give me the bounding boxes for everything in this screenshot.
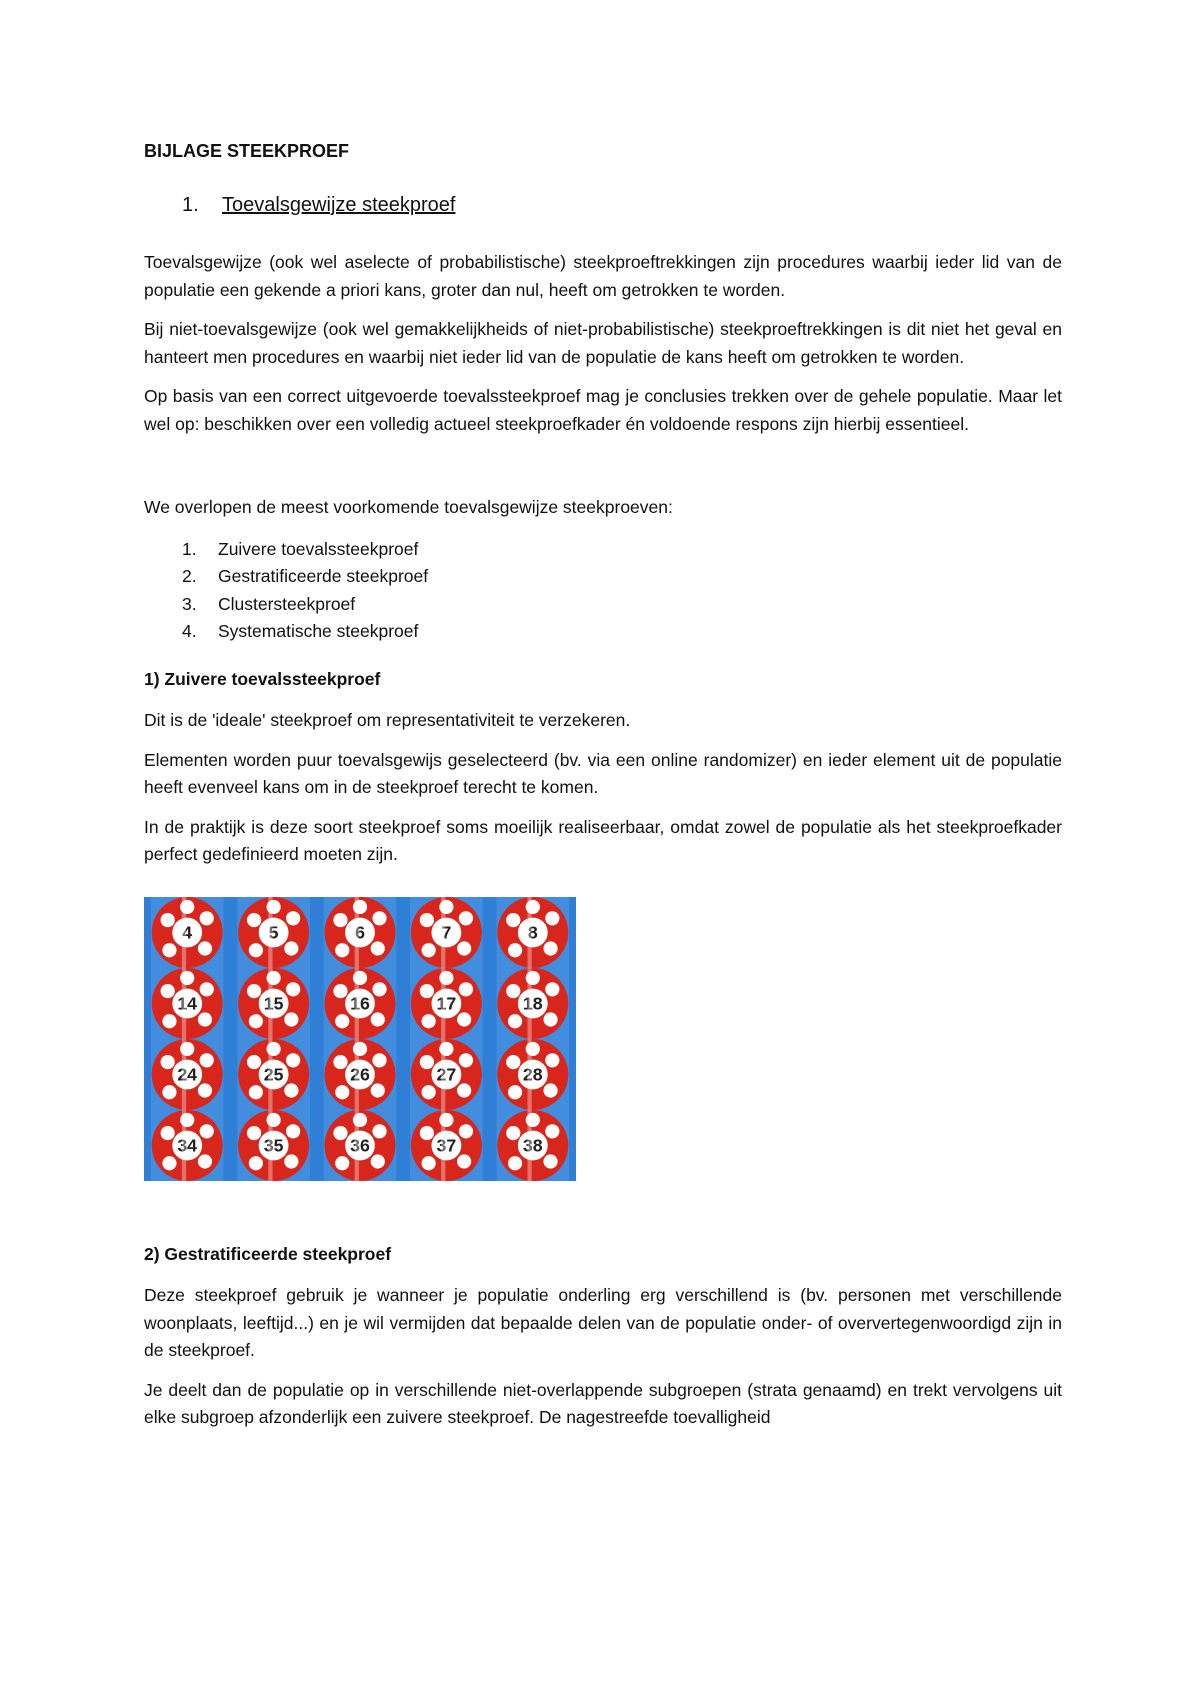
glass-highlight — [527, 1039, 531, 1110]
ball-spot — [286, 1053, 300, 1067]
ball-number: 16 — [350, 993, 370, 1014]
subsection-heading: 2) Gestratificeerde steekproef — [144, 1243, 392, 1264]
glass-highlight — [355, 968, 359, 1039]
lottery-ball — [152, 1039, 223, 1110]
ball-spot — [508, 1085, 522, 1099]
glass-highlight — [355, 1039, 359, 1110]
glass-highlight — [268, 897, 272, 968]
ball-spot — [372, 1124, 386, 1138]
ball-spot — [543, 1012, 557, 1026]
paragraph: Je deelt dan de populatie op in verschillende niet-overlappende subgroepen (strata genaamd) en trekt vervolgens uit elke subgroep afzonderlijk een zuivere steekproef. De nagestreefde toevalligheid — [144, 1379, 1062, 1427]
ball-number: 6 — [355, 922, 365, 943]
glass-highlight — [527, 1110, 531, 1181]
ball-spot — [508, 943, 522, 957]
ball-spot — [508, 1156, 522, 1170]
ball-spot — [545, 1124, 559, 1138]
ball-number: 27 — [436, 1064, 457, 1085]
ball-spot — [333, 912, 347, 926]
lottery-ball — [411, 897, 482, 968]
ball-spot — [162, 1014, 176, 1028]
ball-spot — [249, 1014, 263, 1028]
ball-spot — [284, 1012, 298, 1026]
ball-spot — [371, 1012, 385, 1026]
ball-spot — [249, 1085, 263, 1099]
ball-number: 18 — [522, 993, 543, 1014]
lottery-balls-image — [144, 897, 576, 1181]
ball-spot — [420, 1125, 434, 1139]
ball-number: 17 — [436, 993, 457, 1014]
lottery-ball — [325, 1039, 396, 1110]
ball-spot — [200, 1124, 214, 1138]
ball-spot — [372, 1053, 386, 1067]
ball-spot — [372, 982, 386, 996]
ball-spot — [506, 1125, 520, 1139]
ball-spot — [335, 1085, 349, 1099]
ball-spot — [200, 982, 214, 996]
list-number: 2. — [182, 566, 197, 586]
list-label: Clustersteekproef — [218, 593, 356, 614]
ball-spot — [247, 1054, 261, 1068]
ball-spot — [161, 912, 175, 926]
ball-spot — [162, 943, 176, 957]
document-page — [144, 138, 1062, 1444]
ball-spot — [198, 1083, 212, 1097]
ball-number: 28 — [522, 1064, 543, 1085]
list-item — [144, 618, 1062, 646]
ball-spot — [333, 983, 347, 997]
glass-highlight — [355, 897, 359, 968]
ball-number: 25 — [263, 1064, 284, 1085]
ball-spot — [200, 911, 214, 925]
list-number: 4. — [182, 621, 197, 641]
glass-highlight — [268, 968, 272, 1039]
lottery-ball — [411, 968, 482, 1039]
ball-spot — [545, 911, 559, 925]
glass-highlight — [355, 1110, 359, 1181]
ball-spot — [333, 1054, 347, 1068]
lottery-ball — [411, 1110, 482, 1181]
section-number: 1. — [182, 193, 199, 216]
ball-number: 24 — [177, 1064, 198, 1085]
glass-highlight — [182, 897, 186, 968]
document-title: BIJLAGE STEEKPROEF — [144, 141, 350, 161]
list-item — [144, 536, 1062, 564]
section-title: Toevalsgewijze steekproef — [222, 193, 456, 216]
lottery-ball — [152, 968, 223, 1039]
ball-number: 36 — [350, 1135, 370, 1156]
ball-spot — [457, 1154, 471, 1168]
ball-spot — [420, 983, 434, 997]
ball-spot — [420, 1054, 434, 1068]
ball-spot — [422, 1085, 436, 1099]
glass-highlight — [182, 1039, 186, 1110]
ball-spot — [543, 941, 557, 955]
paragraph: Bij niet-toevalsgewijze (ook wel gemakkelijkheids of niet-probabilistische) steekproeftrekkingen is dit niet het geval en hanteert men procedures en waarbij niet ieder lid van de populatie de kans heeft om getrokken te worden. — [144, 319, 1062, 367]
lottery-ball — [497, 1039, 568, 1110]
ball-spot — [459, 1124, 473, 1138]
lottery-ball — [152, 1110, 223, 1181]
ball-spot — [457, 941, 471, 955]
paragraph: Toevalsgewijze (ook wel aselecte of probabilistische) steekproeftrekkingen zijn procedures waarbij ieder lid van de populatie een gekende a priori kans, groter dan nul, heeft om getrokken te worden. — [144, 252, 1062, 300]
paragraph: Deze steekproef gebruik je wanneer je populatie onderling erg verschillend is (bv. personen met verschillende woonplaats, leeftijd...) en je wil vermijden dat bepaalde delen van de populatie onder- of oververtegenwoordigd zijn in de steekproef. — [144, 1285, 1062, 1360]
ball-number: 15 — [263, 993, 284, 1014]
list-label: Gestratificeerde steekproef — [218, 566, 429, 586]
glass-highlight — [441, 897, 445, 968]
ball-spot — [247, 912, 261, 926]
glass-highlight — [182, 968, 186, 1039]
ball-spot — [459, 982, 473, 996]
ball-spot — [335, 1156, 349, 1170]
paragraph: Dit is de 'ideale' steekproef om representativiteit te verzekeren. — [144, 710, 631, 730]
ball-number: 35 — [263, 1135, 284, 1156]
lottery-ball — [325, 968, 396, 1039]
lottery-ball — [238, 968, 309, 1039]
list-item — [144, 563, 1062, 591]
spacer — [144, 450, 1062, 494]
ball-spot — [420, 912, 434, 926]
ball-spot — [457, 1012, 471, 1026]
paragraph: We overlopen de meest voorkomende toevalsgewijze steekproeven: — [144, 497, 673, 517]
list-number: 3. — [182, 593, 197, 614]
ball-spot — [161, 1125, 175, 1139]
paragraph: Elementen worden puur toevalsgewijs geselecteerd (bv. via een online randomizer) en ieder element uit de populatie heeft evenveel kans om in de steekproef terecht te komen. — [144, 749, 1062, 797]
ball-spot — [286, 911, 300, 925]
glass-highlight — [182, 1110, 186, 1181]
ball-spot — [508, 1014, 522, 1028]
lottery-ball — [411, 1039, 482, 1110]
ball-spot — [545, 982, 559, 996]
ball-spot — [284, 941, 298, 955]
subsection-heading: 1) Zuivere toevalssteekproef — [144, 668, 381, 689]
ball-spot — [459, 911, 473, 925]
lottery-ball — [238, 1110, 309, 1181]
ball-number: 8 — [527, 922, 538, 943]
ball-spot — [162, 1156, 176, 1170]
list-label: Systematische steekproef — [218, 621, 419, 641]
lottery-ball — [497, 897, 568, 968]
glass-highlight — [441, 1039, 445, 1110]
ball-spot — [249, 1156, 263, 1170]
lottery-ball — [325, 897, 396, 968]
lottery-ball — [238, 1039, 309, 1110]
ball-spot — [335, 943, 349, 957]
ball-spot — [200, 1053, 214, 1067]
lottery-balls-illustration — [144, 897, 576, 1181]
lottery-ball — [152, 897, 223, 968]
glass-highlight — [268, 1110, 272, 1181]
ball-spot — [506, 912, 520, 926]
ball-number: 7 — [441, 922, 452, 943]
ball-number: 38 — [522, 1135, 543, 1156]
ball-spot — [543, 1083, 557, 1097]
paragraph: In de praktijk is deze soort steekproef soms moeilijk realiseerbaar, omdat zowel de populatie als het steekproefkader perfect gedefinieerd moeten zijn. — [144, 816, 1062, 864]
lottery-ball — [497, 1110, 568, 1181]
ball-spot — [161, 1054, 175, 1068]
ball-spot — [161, 983, 175, 997]
ball-number: 5 — [268, 922, 279, 943]
ball-spot — [247, 983, 261, 997]
section-heading — [144, 192, 1062, 220]
ball-spot — [506, 1054, 520, 1068]
ball-spot — [422, 1156, 436, 1170]
glass-highlight — [527, 968, 531, 1039]
glass-highlight — [527, 897, 531, 968]
ball-spot — [249, 943, 263, 957]
ball-spot — [506, 983, 520, 997]
ball-spot — [333, 1125, 347, 1139]
lottery-ball — [325, 1110, 396, 1181]
ball-spot — [371, 1083, 385, 1097]
ball-spot — [286, 1124, 300, 1138]
ball-spot — [371, 1154, 385, 1168]
ball-spot — [457, 1083, 471, 1097]
list-label: Zuivere toevalssteekproef — [218, 538, 419, 559]
glass-highlight — [268, 1039, 272, 1110]
ball-number: 37 — [436, 1135, 457, 1156]
ball-spot — [371, 941, 385, 955]
ball-spot — [335, 1014, 349, 1028]
ball-spot — [459, 1053, 473, 1067]
paragraph: Op basis van een correct uitgevoerde toevalssteekproef mag je conclusies trekken over de gehele populatie. Maar let wel op: beschikken over een volledig actueel steekproefkader én voldoende respons zijn hierbij essentieel. — [144, 386, 1062, 434]
ball-number: 14 — [177, 993, 198, 1014]
lottery-ball — [238, 897, 309, 968]
ball-spot — [284, 1154, 298, 1168]
lottery-ball — [497, 968, 568, 1039]
list-number: 1. — [182, 538, 197, 559]
list-item — [144, 591, 1062, 619]
ball-spot — [286, 982, 300, 996]
ball-spot — [247, 1125, 261, 1139]
ball-spot — [543, 1154, 557, 1168]
ball-number: 4 — [182, 922, 193, 943]
method-list — [144, 536, 1062, 646]
ball-number: 26 — [350, 1064, 370, 1085]
ball-spot — [372, 911, 386, 925]
ball-spot — [422, 1014, 436, 1028]
ball-spot — [284, 1083, 298, 1097]
ball-spot — [198, 1154, 212, 1168]
ball-spot — [198, 1012, 212, 1026]
ball-spot — [198, 941, 212, 955]
ball-number: 34 — [177, 1135, 198, 1156]
glass-highlight — [441, 1110, 445, 1181]
glass-highlight — [441, 968, 445, 1039]
ball-spot — [422, 943, 436, 957]
ball-spot — [545, 1053, 559, 1067]
ball-spot — [162, 1085, 176, 1099]
